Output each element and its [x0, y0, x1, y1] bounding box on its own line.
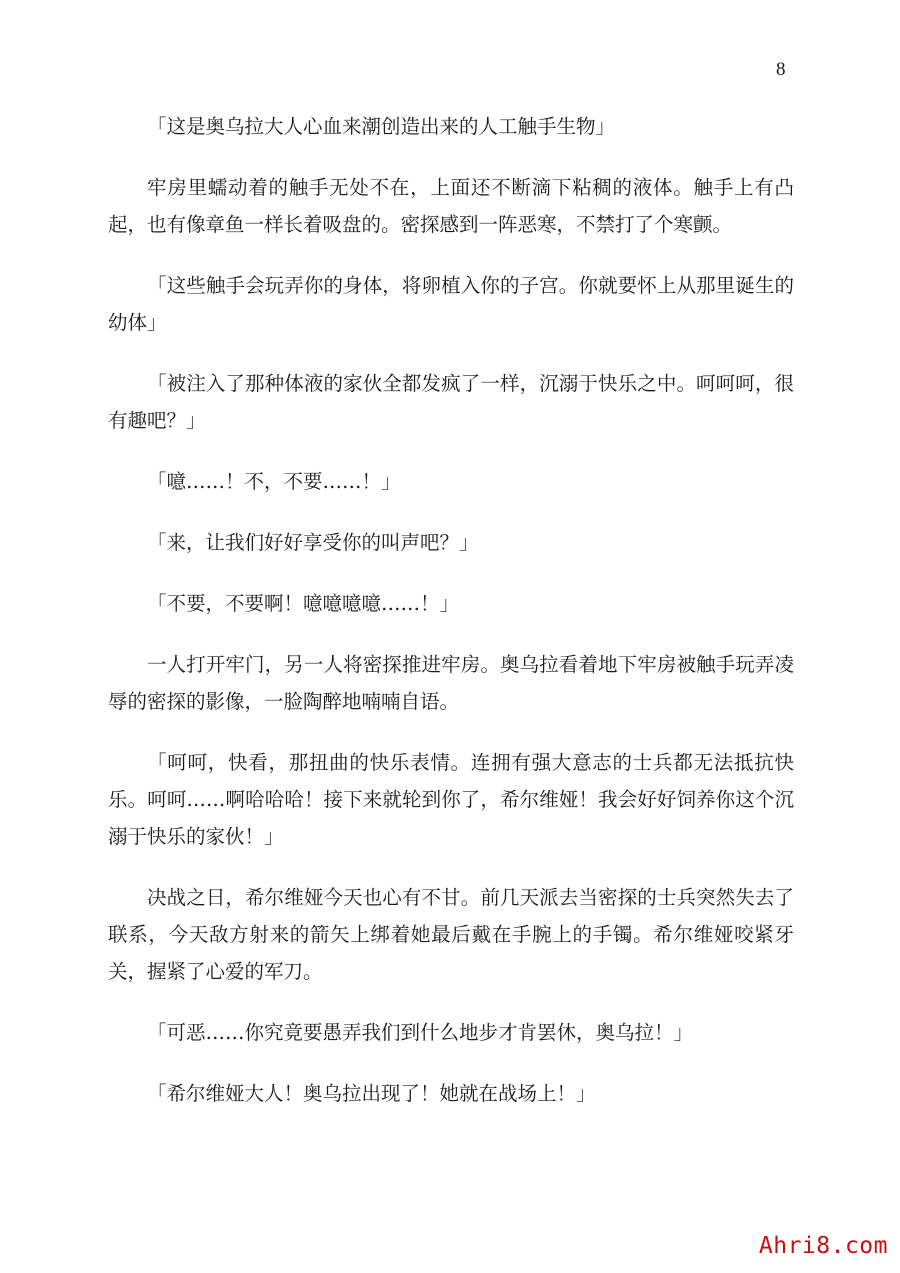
paragraph: 「可恶……你究竟要愚弄我们到什么地步才肯罢休，奥乌拉！」 — [147, 1021, 694, 1044]
paragraph: 「呵呵，快看，那扭曲的快乐表情。连拥有强大意志的士兵都无法抵抗快乐。呵呵……啊哈哈哈！接下来就轮到你了，希尔维娅！我会好好饲养你这个沉溺于快乐的家伙！」 — [108, 751, 794, 848]
paragraph: 「这是奥乌拉大人心血来潮创造出来的人工触手生物」 — [147, 115, 616, 138]
paragraph: 「这些触手会玩弄你的身体，将卵植入你的子宫。你就要怀上从那里诞生的幼体」 — [108, 274, 794, 334]
page-number: 8 — [776, 59, 786, 80]
paragraph: 一人打开牢门，另一人将密探推进牢房。奥乌拉看着地下牢房被触手玩弄凌辱的密探的影像，一脸陶醉地喃喃自语。 — [108, 653, 794, 713]
paragraph: 「希尔维娅大人！奥乌拉出现了！她就在战场上！」 — [147, 1082, 596, 1105]
document-body — [108, 108, 794, 1136]
watermark-text: Ahri8.com — [758, 1233, 888, 1259]
paragraph: 「来，让我们好好享受你的叫声吧？」 — [147, 531, 479, 554]
paragraph: 决战之日，希尔维娅今天也心有不甘。前几天派去当密探的士兵突然失去了联系，今天敌方射来的箭矢上绑着她最后戴在手腕上的手镯。希尔维娅咬紧牙关，握紧了心爱的军刀。 — [108, 886, 794, 983]
paragraph: 「不要，不要啊！噫噫噫噫……！」 — [147, 592, 460, 615]
paragraph: 牢房里蠕动着的触手无处不在，上面还不断滴下粘稠的液体。触手上有凸起，也有像章鱼一样长着吸盘的。密探感到一阵恶寒，不禁打了个寒颤。 — [108, 176, 794, 236]
paragraph: 「噫……！不，不要……！」 — [147, 470, 401, 493]
paragraph: 「被注入了那种体液的家伙全都发疯了一样，沉溺于快乐之中。呵呵呵，很有趣吧？」 — [108, 372, 794, 432]
